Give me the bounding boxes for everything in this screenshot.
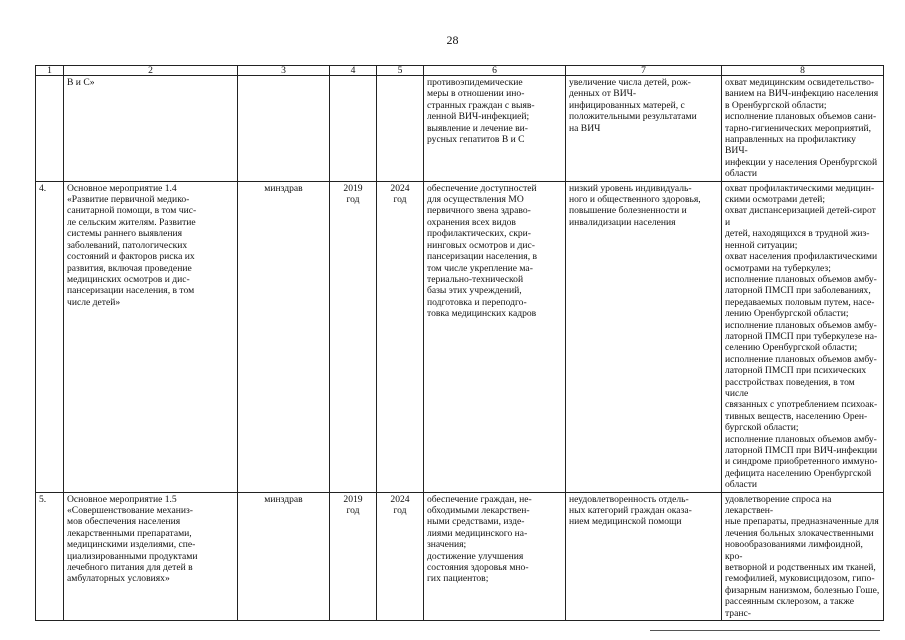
- bottom-rule: [650, 630, 880, 631]
- start-year: 2019 год: [330, 492, 377, 620]
- page-number: 28: [446, 33, 459, 47]
- header-cell: 8: [722, 66, 884, 76]
- program-table: [35, 65, 884, 621]
- expected-result: обеспечение доступностей для осуществления МО первичного звена здраво- охранения всех видов профилактических, скри- нинговых осмотров и дис- пансеризации населения, в том числе укрепление ма- териально-технической базы этих учреждений, подготовка и переподго- товка медицинских кадров: [424, 181, 566, 492]
- header-cell: 7: [566, 66, 722, 76]
- table-row: [36, 181, 884, 492]
- row-number: 5.: [36, 492, 64, 620]
- header-cell: 4: [330, 66, 377, 76]
- table-row: [36, 492, 884, 620]
- end-year: 2024 год: [377, 181, 424, 492]
- measure-name: В и С»: [64, 76, 238, 182]
- expected-result: обеспечение граждан, не- обходимыми лекарствен- ными средствами, изде- лиями медицинского на- значения; достижение улучшения состояния здоровья мно- гих пациентов;: [424, 492, 566, 620]
- start-year: 2019 год: [330, 181, 377, 492]
- start-year: [330, 76, 377, 182]
- executor: минздрав: [238, 492, 330, 620]
- consequences: неудовлетворенность отдель- ных категорий граждан оказа- нием медицинской помощи: [566, 492, 722, 620]
- measure-name: Основное мероприятие 1.4 «Развитие первичной медико- санитарной помощи, в том чис- ле сельским жителям. Развитие системы раннего выявления заболеваний, патологических состояний и факторов риска их развития, включая проведение медицинских осмотров и дис- пансеризации населения, в том числе детей»: [64, 181, 238, 492]
- row-number: 4.: [36, 181, 64, 492]
- header-cell: 2: [64, 66, 238, 76]
- executor: [238, 76, 330, 182]
- end-year: [377, 76, 424, 182]
- header-cell: 5: [377, 66, 424, 76]
- header-cell: 6: [424, 66, 566, 76]
- consequences: низкий уровень индивидуаль- ного и общественного здоровья, повышение болезненности и инвалидизации населения: [566, 181, 722, 492]
- expected-result: противоэпидемические меры в отношении ино- странных граждан с выяв- ленной ВИЧ-инфекцией; выявление и лечение ви- русных гепатитов В и С: [424, 76, 566, 182]
- header-cell: 3: [238, 66, 330, 76]
- table-row: [36, 76, 884, 182]
- executor: минздрав: [238, 181, 330, 492]
- indicators: охват медицинским освидетельство- ванием на ВИЧ-инфекцию населения в Оренбургской области; исполнение плановых объемов сани- тарно-гигиенических мероприятий, направленных на профилактику ВИЧ- инфекции у населения Оренбургской области: [722, 76, 884, 182]
- row-number: [36, 76, 64, 182]
- end-year: 2024 год: [377, 492, 424, 620]
- header-row: [36, 66, 884, 76]
- measure-name: Основное мероприятие 1.5 «Совершенствование механиз- мов обеспечения населения лекарственными препаратами, медицинскими изделиями, спе- циализированными продуктами лечебного питания для детей в амбулаторных условиях»: [64, 492, 238, 620]
- consequences: увеличение числа детей, рож- денных от ВИЧ- инфицированных матерей, с положительными результатами на ВИЧ: [566, 76, 722, 182]
- indicators: удовлетворение спроса на лекарствен- ные препараты, предназначенные для лечения больных злокачественными новообразованиями лимфоидной, кро- ветворной и родственных им тканей, гемофилией, муковисцидозом, гипо- физарным нанизмом, болезнью Гоше, рассеянным склерозом, а также транс-: [722, 492, 884, 620]
- indicators: охват профилактическими медицин- скими осмотрами детей; охват диспансеризацией детей-сирот и детей, находящихся в трудной жиз- ненной ситуации; охват населения профилактическими осмотрами на туберкулез; исполнение плановых объемов амбу- латорной ПМСП при заболеваниях, передаваемых половым путем, насе- лению Оренбургской области; исполнение плановых объемов амбу- латорной ПМСП при туберкулезе на- селению Оренбургской области; исполнение плановых объемов амбу- латорной ПМСП при психических расстройствах поведения, в том числе связанных с употреблением психоак- тивных веществ, населению Орен- бургской области; исполнение плановых объемов амбу- латорной ПМСП при ВИЧ-инфекции и синдроме приобретенного иммуно- дефицита населению Оренбургской области: [722, 181, 884, 492]
- header-cell: 1: [36, 66, 64, 76]
